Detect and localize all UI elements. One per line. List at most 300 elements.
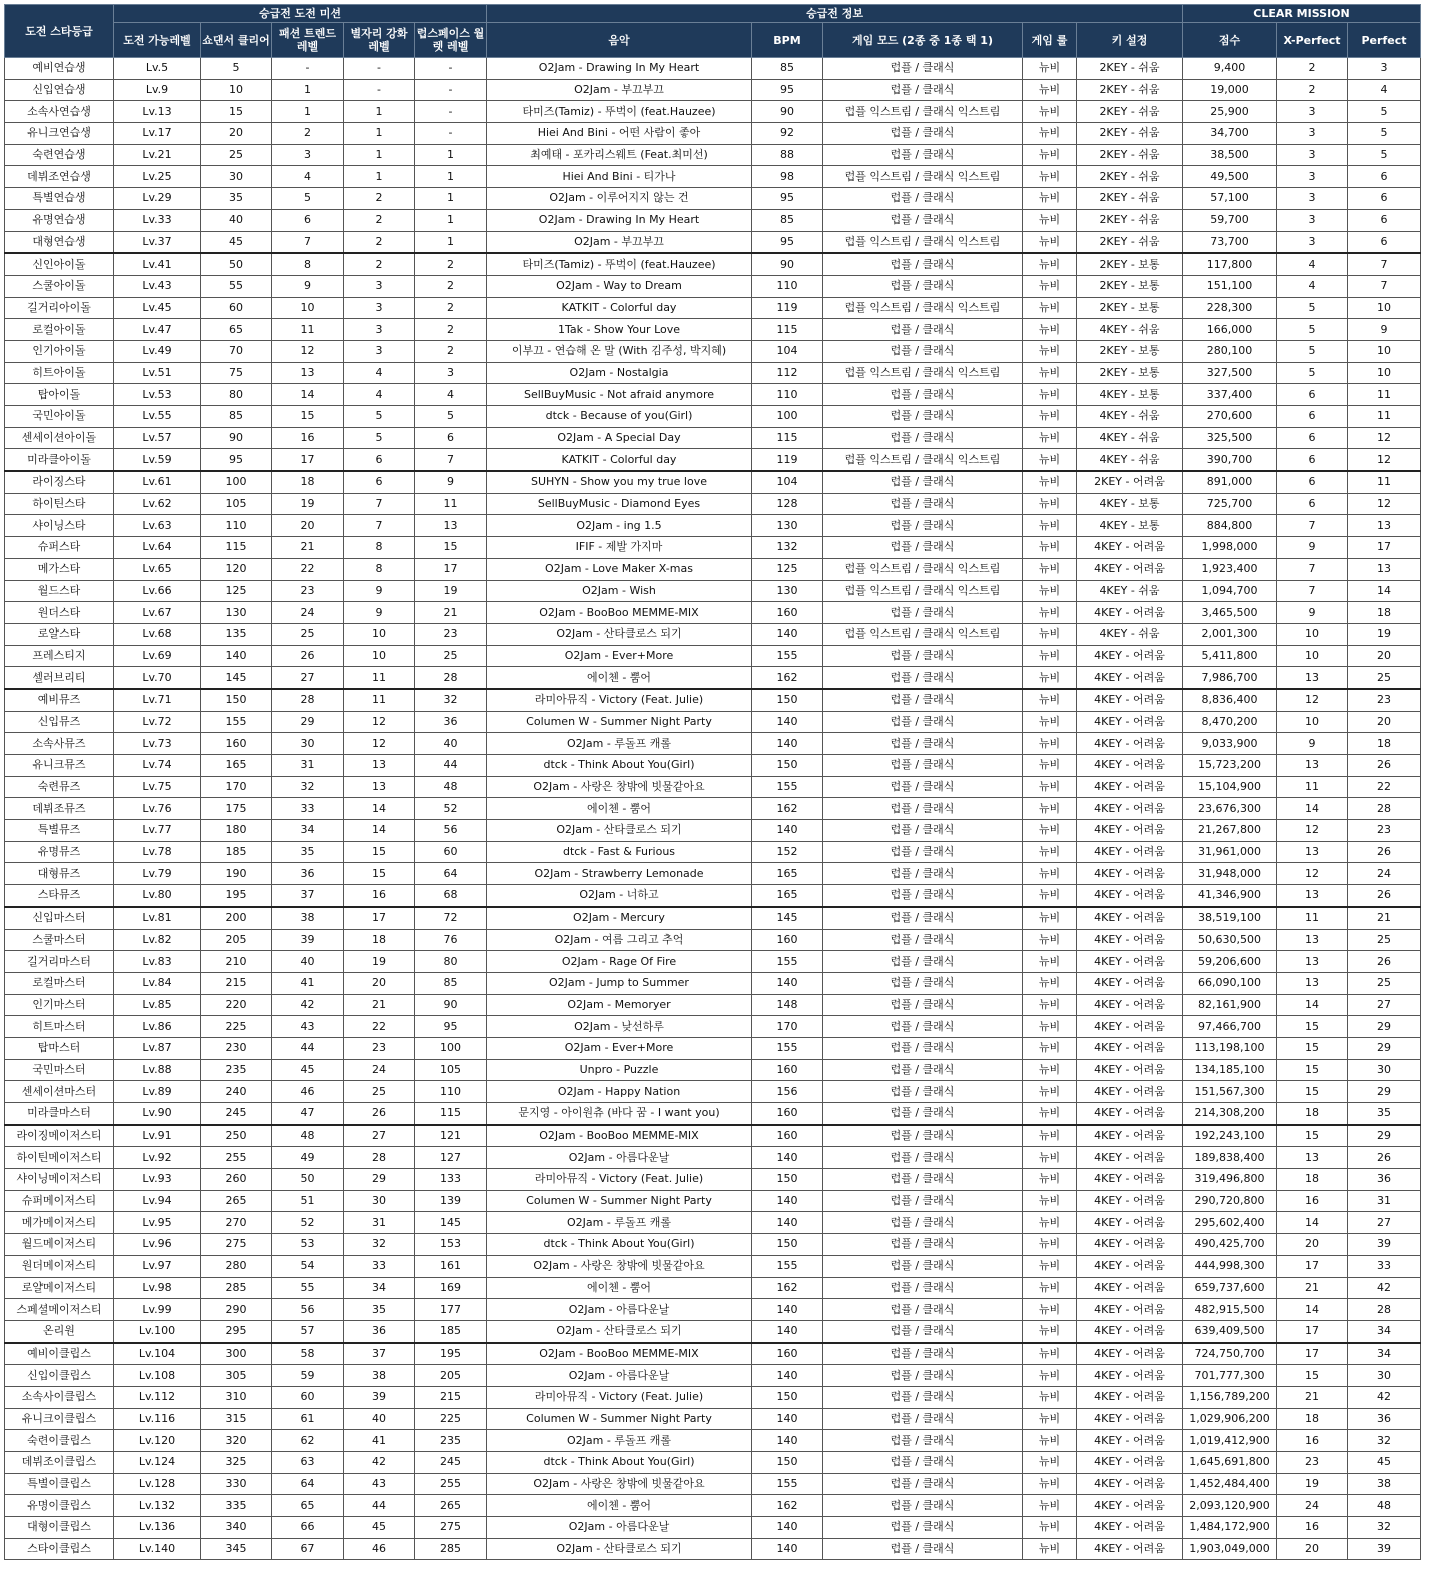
cell-rule: 뉴비 — [1023, 340, 1077, 362]
cell-fashion: 15 — [272, 406, 344, 428]
cell-xperfect: 13 — [1277, 929, 1348, 951]
cell-xperfect: 3 — [1277, 101, 1348, 123]
cell-mode: 럽플 익스트림 / 클래식 익스트림 — [823, 166, 1023, 188]
cell-score: 151,100 — [1183, 275, 1277, 297]
table-row — [5, 1473, 1421, 1495]
cell-showcase: 160 — [201, 733, 272, 755]
cell-bpm: 165 — [752, 885, 823, 907]
cell-space: 177 — [415, 1299, 487, 1321]
cell-music: O2Jam - Strawberry Lemonade — [487, 863, 752, 885]
cell-level: Lv.82 — [114, 929, 201, 951]
cell-score: 7,986,700 — [1183, 667, 1277, 689]
cell-grade: 하이틴메이저스티 — [5, 1147, 114, 1169]
cell-level: Lv.37 — [114, 231, 201, 253]
cell-space: - — [415, 123, 487, 145]
header-group-info: 승급전 정보 — [487, 5, 1183, 23]
cell-rule: 뉴비 — [1023, 1517, 1077, 1539]
header-key: 키 설정 — [1077, 23, 1183, 58]
cell-score: 19,000 — [1183, 79, 1277, 101]
cell-key: 2KEY - 쉬움 — [1077, 123, 1183, 145]
cell-mode: 럽플 / 클래식 — [823, 406, 1023, 428]
cell-score: 57,100 — [1183, 188, 1277, 210]
cell-bpm: 150 — [752, 1386, 823, 1408]
cell-fashion: 51 — [272, 1190, 344, 1212]
cell-star: 4 — [344, 384, 415, 406]
cell-key: 4KEY - 어려움 — [1077, 1277, 1183, 1299]
cell-bpm: 150 — [752, 689, 823, 711]
cell-xperfect: 12 — [1277, 820, 1348, 842]
cell-space: 28 — [415, 667, 487, 689]
cell-xperfect: 19 — [1277, 1473, 1348, 1495]
table-row — [5, 471, 1421, 493]
cell-key: 4KEY - 어려움 — [1077, 1037, 1183, 1059]
cell-perfect: 20 — [1348, 645, 1421, 667]
cell-bpm: 100 — [752, 406, 823, 428]
cell-score: 192,243,100 — [1183, 1125, 1277, 1147]
cell-grade: 신입뮤즈 — [5, 711, 114, 733]
cell-level: Lv.132 — [114, 1495, 201, 1517]
cell-perfect: 29 — [1348, 1016, 1421, 1038]
cell-mode: 럽플 / 클래식 — [823, 602, 1023, 624]
cell-fashion: 30 — [272, 733, 344, 755]
cell-fashion: 9 — [272, 275, 344, 297]
cell-rule: 뉴비 — [1023, 101, 1077, 123]
cell-score: 38,500 — [1183, 144, 1277, 166]
cell-xperfect: 7 — [1277, 580, 1348, 602]
cell-space: 4 — [415, 384, 487, 406]
cell-space: 32 — [415, 689, 487, 711]
cell-bpm: 98 — [752, 166, 823, 188]
cell-bpm: 155 — [752, 645, 823, 667]
cell-space: 133 — [415, 1169, 487, 1191]
cell-rule: 뉴비 — [1023, 1255, 1077, 1277]
cell-star: 34 — [344, 1277, 415, 1299]
cell-bpm: 128 — [752, 493, 823, 515]
table-row — [5, 1212, 1421, 1234]
cell-mode: 럽플 / 클래식 — [823, 537, 1023, 559]
cell-bpm: 140 — [752, 1320, 823, 1342]
cell-perfect: 26 — [1348, 755, 1421, 777]
cell-grade: 유니크뮤즈 — [5, 755, 114, 777]
cell-key: 4KEY - 어려움 — [1077, 798, 1183, 820]
cell-xperfect: 7 — [1277, 515, 1348, 537]
cell-perfect: 7 — [1348, 253, 1421, 275]
cell-perfect: 29 — [1348, 1037, 1421, 1059]
header-grade: 도전 스타등급 — [5, 5, 114, 58]
cell-star: 28 — [344, 1147, 415, 1169]
cell-fashion: 43 — [272, 1016, 344, 1038]
cell-space: 60 — [415, 841, 487, 863]
cell-xperfect: 13 — [1277, 951, 1348, 973]
cell-fashion: 50 — [272, 1169, 344, 1191]
cell-showcase: 5 — [201, 58, 272, 80]
cell-key: 4KEY - 어려움 — [1077, 841, 1183, 863]
cell-showcase: 80 — [201, 384, 272, 406]
cell-mode: 럽플 / 클래식 — [823, 1234, 1023, 1256]
table-row — [5, 1517, 1421, 1539]
cell-mode: 럽플 / 클래식 — [823, 929, 1023, 951]
cell-star: 45 — [344, 1517, 415, 1539]
cell-bpm: 162 — [752, 1495, 823, 1517]
cell-showcase: 275 — [201, 1234, 272, 1256]
cell-star: 14 — [344, 820, 415, 842]
cell-level: Lv.100 — [114, 1320, 201, 1342]
cell-star: 36 — [344, 1320, 415, 1342]
cell-key: 4KEY - 어려움 — [1077, 972, 1183, 994]
cell-key: 2KEY - 쉬움 — [1077, 231, 1183, 253]
cell-bpm: 119 — [752, 297, 823, 319]
cell-space: 48 — [415, 776, 487, 798]
cell-bpm: 162 — [752, 667, 823, 689]
cell-showcase: 115 — [201, 537, 272, 559]
cell-mode: 럽플 / 클래식 — [823, 1538, 1023, 1560]
cell-grade: 스타이클립스 — [5, 1538, 114, 1560]
cell-grade: 미라클아이돌 — [5, 449, 114, 471]
cell-xperfect: 15 — [1277, 1081, 1348, 1103]
cell-music: 이부끄 - 연습해 온 말 (With 김주성, 박지혜) — [487, 340, 752, 362]
cell-mode: 럽플 / 클래식 — [823, 972, 1023, 994]
cell-mode: 럽플 / 클래식 — [823, 1365, 1023, 1387]
cell-mode: 럽플 / 클래식 — [823, 144, 1023, 166]
cell-music: O2Jam - 부끄부끄 — [487, 79, 752, 101]
cell-rule: 뉴비 — [1023, 645, 1077, 667]
cell-perfect: 30 — [1348, 1059, 1421, 1081]
cell-perfect: 31 — [1348, 1190, 1421, 1212]
cell-key: 4KEY - 어려움 — [1077, 863, 1183, 885]
cell-fashion: 40 — [272, 951, 344, 973]
cell-grade: 유니크연습생 — [5, 123, 114, 145]
cell-rule: 뉴비 — [1023, 427, 1077, 449]
cell-rule: 뉴비 — [1023, 1037, 1077, 1059]
cell-star: 1 — [344, 101, 415, 123]
cell-rule: 뉴비 — [1023, 1016, 1077, 1038]
cell-score: 270,600 — [1183, 406, 1277, 428]
cell-grade: 히트마스터 — [5, 1016, 114, 1038]
cell-bpm: 160 — [752, 1343, 823, 1365]
cell-key: 4KEY - 어려움 — [1077, 1408, 1183, 1430]
cell-fashion: 32 — [272, 776, 344, 798]
cell-rule: 뉴비 — [1023, 1495, 1077, 1517]
cell-xperfect: 5 — [1277, 340, 1348, 362]
cell-fashion: 55 — [272, 1277, 344, 1299]
table-row — [5, 58, 1421, 80]
cell-rule: 뉴비 — [1023, 863, 1077, 885]
cell-mode: 럽플 / 클래식 — [823, 1430, 1023, 1452]
cell-fashion: 38 — [272, 907, 344, 929]
cell-level: Lv.128 — [114, 1473, 201, 1495]
cell-key: 4KEY - 어려움 — [1077, 929, 1183, 951]
cell-level: Lv.13 — [114, 101, 201, 123]
cell-perfect: 10 — [1348, 297, 1421, 319]
cell-music: O2Jam - ing 1.5 — [487, 515, 752, 537]
cell-mode: 럽플 / 클래식 — [823, 994, 1023, 1016]
cell-score: 1,998,000 — [1183, 537, 1277, 559]
cell-space: 105 — [415, 1059, 487, 1081]
table-row — [5, 1343, 1421, 1365]
cell-bpm: 140 — [752, 1190, 823, 1212]
cell-showcase: 145 — [201, 667, 272, 689]
cell-star: 8 — [344, 558, 415, 580]
cell-music: O2Jam - 너하고 — [487, 885, 752, 907]
cell-perfect: 25 — [1348, 929, 1421, 951]
cell-level: Lv.59 — [114, 449, 201, 471]
cell-rule: 뉴비 — [1023, 558, 1077, 580]
cell-mode: 럽플 / 클래식 — [823, 1277, 1023, 1299]
cell-xperfect: 3 — [1277, 144, 1348, 166]
cell-space: 127 — [415, 1147, 487, 1169]
cell-bpm: 104 — [752, 471, 823, 493]
cell-grade: 데뷔조이클립스 — [5, 1452, 114, 1474]
table-row — [5, 755, 1421, 777]
cell-star: 10 — [344, 645, 415, 667]
cell-space: 19 — [415, 580, 487, 602]
cell-bpm: 155 — [752, 1255, 823, 1277]
cell-space: 85 — [415, 972, 487, 994]
cell-rule: 뉴비 — [1023, 1320, 1077, 1342]
cell-xperfect: 2 — [1277, 58, 1348, 80]
cell-fashion: 48 — [272, 1125, 344, 1147]
table-row — [5, 863, 1421, 885]
cell-level: Lv.90 — [114, 1103, 201, 1125]
cell-showcase: 240 — [201, 1081, 272, 1103]
table-header — [5, 5, 1421, 58]
cell-fashion: 19 — [272, 493, 344, 515]
cell-grade: 메가스타 — [5, 558, 114, 580]
cell-bpm: 115 — [752, 319, 823, 341]
cell-star: 39 — [344, 1386, 415, 1408]
cell-grade: 프레스티지 — [5, 645, 114, 667]
cell-level: Lv.92 — [114, 1147, 201, 1169]
cell-music: O2Jam - 루돌프 캐롤 — [487, 1212, 752, 1234]
cell-space: 56 — [415, 820, 487, 842]
cell-perfect: 14 — [1348, 580, 1421, 602]
cell-level: Lv.112 — [114, 1386, 201, 1408]
cell-music: O2Jam - 루돌프 캐롤 — [487, 1430, 752, 1452]
cell-key: 4KEY - 어려움 — [1077, 1190, 1183, 1212]
cell-score: 1,923,400 — [1183, 558, 1277, 580]
cell-fashion: 63 — [272, 1452, 344, 1474]
cell-key: 4KEY - 어려움 — [1077, 907, 1183, 929]
cell-space: 100 — [415, 1037, 487, 1059]
cell-music: O2Jam - 산타클로스 되기 — [487, 820, 752, 842]
cell-showcase: 255 — [201, 1147, 272, 1169]
cell-perfect: 32 — [1348, 1430, 1421, 1452]
cell-star: 38 — [344, 1365, 415, 1387]
cell-mode: 럽플 / 클래식 — [823, 319, 1023, 341]
cell-space: 169 — [415, 1277, 487, 1299]
cell-bpm: 140 — [752, 1430, 823, 1452]
cell-rule: 뉴비 — [1023, 1059, 1077, 1081]
header-score: 점수 — [1183, 23, 1277, 58]
cell-space: 205 — [415, 1365, 487, 1387]
cell-fashion: 18 — [272, 471, 344, 493]
cell-bpm: 170 — [752, 1016, 823, 1038]
cell-key: 4KEY - 어려움 — [1077, 645, 1183, 667]
cell-space: 185 — [415, 1320, 487, 1342]
cell-showcase: 310 — [201, 1386, 272, 1408]
cell-bpm: 85 — [752, 58, 823, 80]
cell-music: O2Jam - BooBoo MEMME-MIX — [487, 1125, 752, 1147]
cell-bpm: 132 — [752, 537, 823, 559]
cell-bpm: 104 — [752, 340, 823, 362]
cell-music: O2Jam - 사랑은 창밖에 빗물같아요 — [487, 1255, 752, 1277]
cell-star: 16 — [344, 885, 415, 907]
cell-perfect: 7 — [1348, 275, 1421, 297]
cell-showcase: 105 — [201, 493, 272, 515]
cell-rule: 뉴비 — [1023, 58, 1077, 80]
cell-showcase: 55 — [201, 275, 272, 297]
cell-star: 25 — [344, 1081, 415, 1103]
cell-xperfect: 9 — [1277, 537, 1348, 559]
cell-fashion: 44 — [272, 1037, 344, 1059]
cell-star: 11 — [344, 667, 415, 689]
cell-space: 2 — [415, 319, 487, 341]
cell-score: 34,700 — [1183, 123, 1277, 145]
cell-score: 891,000 — [1183, 471, 1277, 493]
cell-mode: 럽플 / 클래식 — [823, 515, 1023, 537]
cell-rule: 뉴비 — [1023, 1147, 1077, 1169]
cell-perfect: 26 — [1348, 885, 1421, 907]
cell-space: 1 — [415, 188, 487, 210]
cell-space: 245 — [415, 1452, 487, 1474]
cell-score: 1,029,906,200 — [1183, 1408, 1277, 1430]
cell-grade: 예비뮤즈 — [5, 689, 114, 711]
cell-rule: 뉴비 — [1023, 1430, 1077, 1452]
cell-score: 23,676,300 — [1183, 798, 1277, 820]
cell-key: 4KEY - 보통 — [1077, 384, 1183, 406]
cell-showcase: 195 — [201, 885, 272, 907]
cell-xperfect: 18 — [1277, 1408, 1348, 1430]
cell-music: 에이첸 - 뿜어 — [487, 1277, 752, 1299]
header-rule: 게임 룰 — [1023, 23, 1077, 58]
cell-key: 2KEY - 보통 — [1077, 362, 1183, 384]
cell-music: O2Jam - 사랑은 창밖에 빗물같아요 — [487, 1473, 752, 1495]
cell-bpm: 140 — [752, 711, 823, 733]
cell-fashion: 58 — [272, 1343, 344, 1365]
cell-score: 1,452,484,400 — [1183, 1473, 1277, 1495]
cell-grade: 특별연습생 — [5, 188, 114, 210]
table-row — [5, 166, 1421, 188]
cell-space: 145 — [415, 1212, 487, 1234]
cell-fashion: 34 — [272, 820, 344, 842]
cell-showcase: 25 — [201, 144, 272, 166]
cell-xperfect: 6 — [1277, 493, 1348, 515]
cell-space: 72 — [415, 907, 487, 929]
cell-bpm: 145 — [752, 907, 823, 929]
header-perfect: Perfect — [1348, 23, 1421, 58]
cell-level: Lv.41 — [114, 253, 201, 275]
cell-music: SUHYN - Show you my true love — [487, 471, 752, 493]
cell-space: 3 — [415, 362, 487, 384]
cell-star: 30 — [344, 1190, 415, 1212]
cell-showcase: 250 — [201, 1125, 272, 1147]
table-row — [5, 1277, 1421, 1299]
cell-showcase: 260 — [201, 1169, 272, 1191]
cell-rule: 뉴비 — [1023, 1212, 1077, 1234]
cell-mode: 럽플 / 클래식 — [823, 253, 1023, 275]
cell-music: 타미즈(Tamiz) - 뚜벅이 (feat.Hauzee) — [487, 253, 752, 275]
cell-bpm: 95 — [752, 231, 823, 253]
cell-star: 3 — [344, 297, 415, 319]
cell-key: 4KEY - 어려움 — [1077, 1147, 1183, 1169]
cell-score: 228,300 — [1183, 297, 1277, 319]
cell-grade: 대형이클립스 — [5, 1517, 114, 1539]
cell-fashion: 13 — [272, 362, 344, 384]
cell-mode: 럽플 / 클래식 — [823, 885, 1023, 907]
cell-rule: 뉴비 — [1023, 297, 1077, 319]
cell-level: Lv.43 — [114, 275, 201, 297]
cell-level: Lv.70 — [114, 667, 201, 689]
cell-rule: 뉴비 — [1023, 319, 1077, 341]
cell-perfect: 11 — [1348, 471, 1421, 493]
cell-key: 2KEY - 쉬움 — [1077, 144, 1183, 166]
cell-rule: 뉴비 — [1023, 798, 1077, 820]
cell-key: 4KEY - 어려움 — [1077, 537, 1183, 559]
cell-xperfect: 12 — [1277, 689, 1348, 711]
cell-xperfect: 14 — [1277, 994, 1348, 1016]
cell-showcase: 45 — [201, 231, 272, 253]
cell-mode: 럽플 / 클래식 — [823, 1103, 1023, 1125]
cell-level: Lv.97 — [114, 1255, 201, 1277]
cell-grade: 로컬마스터 — [5, 972, 114, 994]
cell-grade: 스쿨아이돌 — [5, 275, 114, 297]
cell-score: 337,400 — [1183, 384, 1277, 406]
cell-star: 32 — [344, 1234, 415, 1256]
cell-showcase: 75 — [201, 362, 272, 384]
cell-level: Lv.93 — [114, 1169, 201, 1191]
cell-mode: 럽플 익스트림 / 클래식 익스트림 — [823, 231, 1023, 253]
cell-music: 에이첸 - 뿜어 — [487, 798, 752, 820]
cell-mode: 럽플 / 클래식 — [823, 188, 1023, 210]
cell-music: 라미아뮤직 - Victory (Feat. Julie) — [487, 1169, 752, 1191]
cell-xperfect: 11 — [1277, 776, 1348, 798]
cell-fashion: 20 — [272, 515, 344, 537]
cell-level: Lv.63 — [114, 515, 201, 537]
cell-level: Lv.45 — [114, 297, 201, 319]
cell-level: Lv.86 — [114, 1016, 201, 1038]
cell-grade: 유니크이클립스 — [5, 1408, 114, 1430]
table-row — [5, 1081, 1421, 1103]
cell-rule: 뉴비 — [1023, 994, 1077, 1016]
cell-mode: 럽플 / 클래식 — [823, 209, 1023, 231]
cell-score: 2,093,120,900 — [1183, 1495, 1277, 1517]
cell-star: 20 — [344, 972, 415, 994]
cell-score: 38,519,100 — [1183, 907, 1277, 929]
cell-perfect: 11 — [1348, 384, 1421, 406]
cell-star: 2 — [344, 209, 415, 231]
cell-key: 2KEY - 어려움 — [1077, 471, 1183, 493]
cell-grade: 신입연습생 — [5, 79, 114, 101]
cell-rule: 뉴비 — [1023, 972, 1077, 994]
cell-showcase: 100 — [201, 471, 272, 493]
cell-mode: 럽플 / 클래식 — [823, 1212, 1023, 1234]
cell-score: 25,900 — [1183, 101, 1277, 123]
cell-star: 22 — [344, 1016, 415, 1038]
cell-space: 265 — [415, 1495, 487, 1517]
cell-level: Lv.66 — [114, 580, 201, 602]
cell-level: Lv.136 — [114, 1517, 201, 1539]
cell-score: 390,700 — [1183, 449, 1277, 471]
cell-score: 134,185,100 — [1183, 1059, 1277, 1081]
cell-level: Lv.94 — [114, 1190, 201, 1212]
cell-score: 659,737,600 — [1183, 1277, 1277, 1299]
cell-space: 215 — [415, 1386, 487, 1408]
cell-score: 8,836,400 — [1183, 689, 1277, 711]
cell-star: 12 — [344, 733, 415, 755]
cell-grade: 유명뮤즈 — [5, 841, 114, 863]
cell-grade: 슈퍼스타 — [5, 537, 114, 559]
cell-rule: 뉴비 — [1023, 951, 1077, 973]
